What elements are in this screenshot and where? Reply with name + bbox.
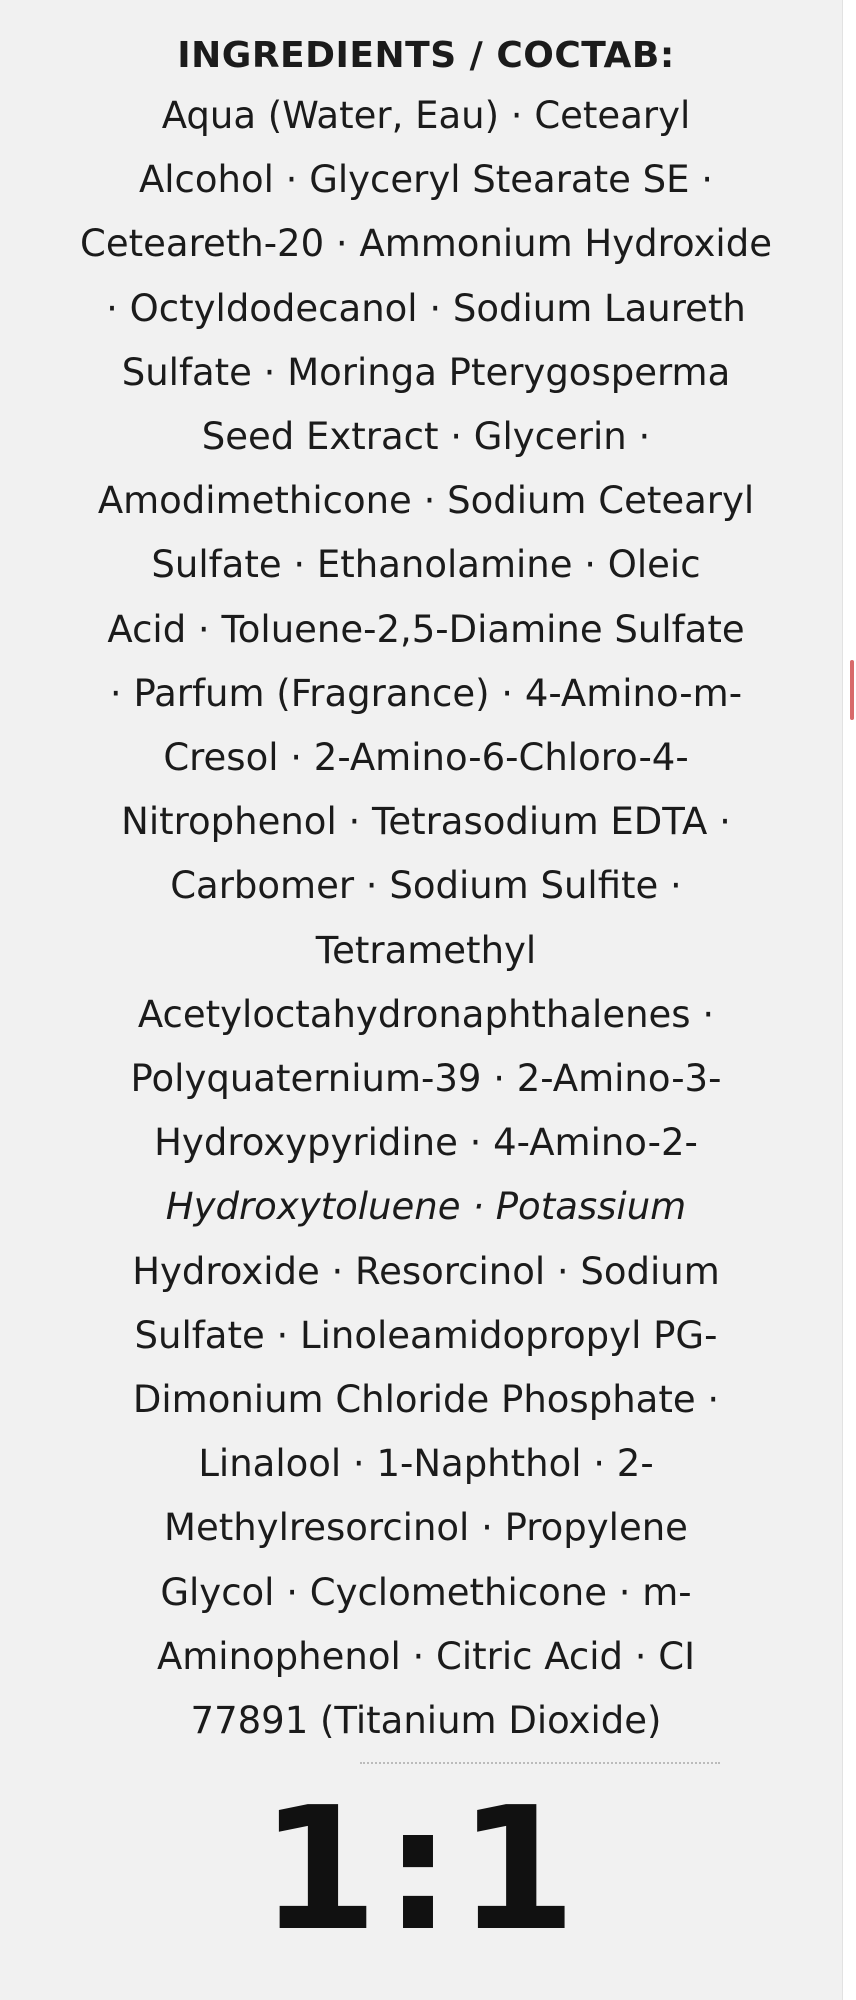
ingredient-line: Hydroxypyridine · 4-Amino-2-	[154, 1121, 698, 1165]
ingredient-line: Cresol · 2-Amino-6-Chloro-4-	[163, 736, 689, 780]
ingredient-line: Sulfate · Moringa Pterygosperma	[121, 350, 731, 394]
ingredient-line: · Parfum (Fragrance) · 4-Amino-m-	[109, 671, 743, 715]
ingredient-line: Carbomer · Sodium Sulfite ·	[170, 864, 682, 908]
panel-edge	[842, 0, 856, 2000]
ingredient-line: Polyquaternium-39 · 2-Amino-3-	[130, 1057, 722, 1101]
ingredient-line: Aminophenol · Citric Acid · CI	[156, 1634, 696, 1678]
ingredient-line: Acetyloctahydronaphthalenes ·	[137, 992, 715, 1036]
ingredient-line: Aqua (Water, Eau) · Cetearyl	[161, 94, 691, 137]
ingredient-line: Sulfate · Ethanolamine · Oleic	[151, 543, 701, 587]
ingredients-block	[36, 0, 816, 1753]
ingredient-line: Alcohol · Glyceryl Stearate SE ·	[138, 158, 714, 202]
ingredient-line: Ceteareth-20 · Ammonium Hydroxide	[80, 222, 772, 266]
ingredient-line: Methylresorcinol · Propylene	[164, 1506, 688, 1550]
ingredient-line: Amodimethicone · Sodium Cetearyl	[97, 479, 755, 523]
ingredient-line: 77891 (Titanium Dioxide)	[190, 1699, 662, 1743]
ingredient-line: Acid · Toluene-2,5-Diamine Sulfate	[107, 607, 745, 651]
ingredient-line: Hydroxytoluene · Potassium	[165, 1185, 687, 1229]
ingredients-list	[36, 84, 816, 1753]
ingredient-line: Seed Extract · Glycerin ·	[201, 415, 651, 459]
ingredient-line: Dimonium Chloride Phosphate ·	[132, 1378, 720, 1422]
ingredient-line: Tetramethyl	[315, 928, 537, 972]
mixing-ratio: 1:1	[259, 1771, 583, 1969]
ingredient-line: Glycol · Cyclomethicone · m-	[160, 1570, 692, 1614]
ingredient-line: · Octyldodecanol · Sodium Laureth	[106, 286, 746, 330]
ingredient-line: Nitrophenol · Tetrasodium EDTA ·	[121, 800, 731, 844]
edge-mark	[850, 660, 854, 720]
dotted-separator	[360, 1762, 720, 1766]
ingredient-line: Linalool · 1-Naphthol · 2-	[198, 1442, 654, 1486]
ingredients-heading: INGREDIENTS / COCTAB:	[177, 35, 675, 76]
ingredient-line: Sulfate · Linoleamidopropyl PG-	[134, 1313, 718, 1357]
ingredient-line: Hydroxide · Resorcinol · Sodium	[132, 1249, 720, 1293]
